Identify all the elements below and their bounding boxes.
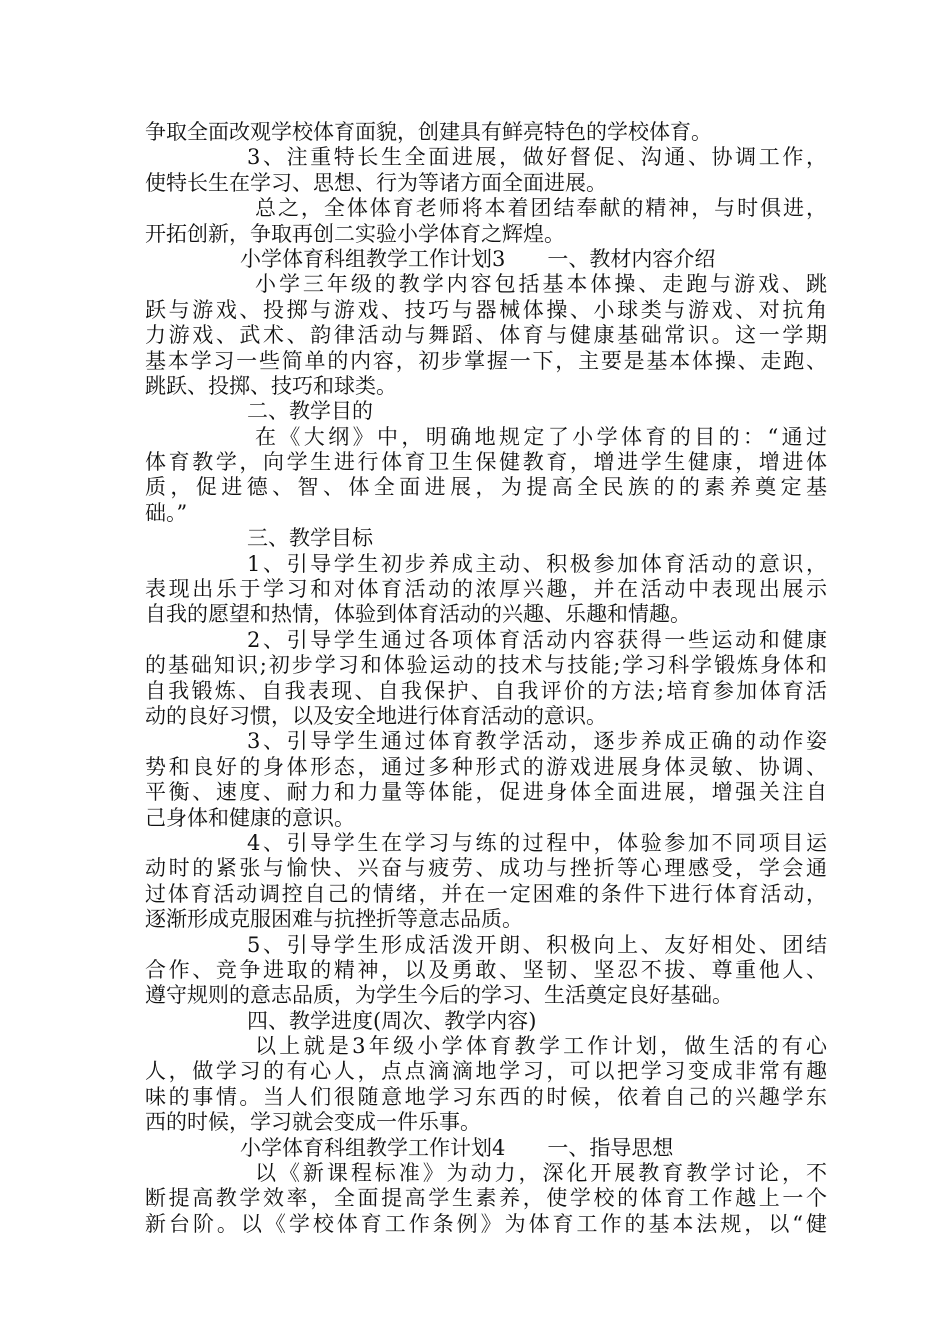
text-line: 平衡、速度、耐力和力量等体能，促进身体全面进展，增强关注自 <box>145 780 827 805</box>
text-line: 势和良好的身体形态，通过多种形式的游戏进展身体灵敏、协调、 <box>145 754 827 779</box>
text-line: 体育教学，向学生进行体育卫生保健教育，增进学生健康，增进体 <box>145 450 827 475</box>
text-line: 跳跃、投掷、技巧和球类。 <box>145 373 397 398</box>
text-line: 人，做学习的有心人，点点滴滴地学习，可以把学习变成非常有趣 <box>145 1059 827 1084</box>
text-line: 味的事情。当人们很随意地学习东西的时候，依着自己的兴趣学东 <box>145 1084 827 1109</box>
text-line: 己身体和健康的意识。 <box>145 805 355 830</box>
text-line: 1、引导学生初步养成主动、积极参加体育活动的意识， <box>247 551 827 576</box>
text-line: 开拓创新，争取再创二实验小学体育之辉煌。 <box>145 221 565 246</box>
text-line: 小学体育科组教学工作计划3 一、教材内容介绍 <box>240 246 716 271</box>
text-line: 合作、竞争进取的精神，以及勇敢、坚韧、坚忍不拔、尊重他人、 <box>145 957 827 982</box>
text-line: 3、注重特长生全面进展，做好督促、沟通、协调工作， <box>247 145 827 170</box>
text-line: 四、教学进度(周次、教学内容) <box>247 1008 537 1033</box>
text-line: 4、引导学生在学习与练的过程中，体验参加不同项目运 <box>247 830 827 855</box>
text-line: 西的时候，学习就会变成一件乐事。 <box>145 1110 481 1135</box>
text-line: 础。” <box>145 500 188 525</box>
text-line: 质，促进德、智、体全面进展，为提高全民族的的素养奠定基 <box>145 475 827 500</box>
text-line: 断提高教学效率，全面提高学生素养，使学校的体育工作越上一个 <box>145 1186 827 1211</box>
document-body <box>145 120 827 1237</box>
text-line: 小学体育科组教学工作计划4 一、指导思想 <box>240 1135 674 1160</box>
text-line: 总之，全体体育老师将本着团结奉献的精神，与时俱进， <box>255 196 827 221</box>
text-line: 以《新课程标准》为动力，深化开展教育教学讨论，不 <box>255 1161 827 1186</box>
text-line: 遵守规则的意志品质，为学生今后的学习、生活奠定良好基础。 <box>145 983 733 1008</box>
text-line: 在《大纲》中，明确地规定了小学体育的目的：“通过 <box>255 424 827 449</box>
text-line: 逐渐形成克服困难与抗挫折等意志品质。 <box>145 907 523 932</box>
text-line: 3、引导学生通过体育教学活动，逐步养成正确的动作姿 <box>247 729 827 754</box>
text-line: 争取全面改观学校体育面貌，创建具有鲜亮特色的学校体育。 <box>145 120 712 144</box>
text-line: 小学三年级的教学内容包括基本体操、走跑与游戏、跳 <box>255 272 827 297</box>
text-line: 5、引导学生形成活泼开朗、积极向上、友好相处、团结 <box>247 932 827 957</box>
text-line: 基本学习一些简单的内容，初步掌握一下，主要是基本体操、走跑、 <box>145 348 827 373</box>
text-line: 动的良好习惯，以及安全地进行体育活动的意识。 <box>145 703 607 728</box>
text-line: 2、引导学生通过各项体育活动内容获得一些运动和健康 <box>247 627 827 652</box>
text-line: 三、教学目标 <box>247 526 373 551</box>
text-line: 的基础知识;初步学习和体验运动的技术与技能;学习科学锻炼身体和 <box>145 653 827 678</box>
text-line: 力游戏、武术、韵律活动与舞蹈、体育与健康基础常识。这一学期 <box>145 323 827 348</box>
text-line: 跃与游戏、投掷与游戏、技巧与器械体操、小球类与游戏、对抗角 <box>145 297 827 322</box>
text-line: 自我的愿望和热情，体验到体育活动的兴趣、乐趣和情趣。 <box>145 602 691 627</box>
text-line: 使特长生在学习、思想、行为等诸方面全面进展。 <box>145 170 607 195</box>
text-line: 以上就是3年级小学体育教学工作计划，做生活的有心 <box>255 1034 827 1059</box>
text-line: 过体育活动调控自己的情绪，并在一定困难的条件下进行体育活动， <box>145 881 827 906</box>
text-line: 表现出乐于学习和对体育活动的浓厚兴趣，并在活动中表现出展示 <box>145 577 827 602</box>
text-line: 自我锻炼、自我表现、自我保护、自我评价的方法;培育参加体育活 <box>145 678 827 703</box>
text-line: 动时的紧张与愉快、兴奋与疲劳、成功与挫折等心理感受，学会通 <box>145 856 827 881</box>
text-line: 二、教学目的 <box>247 399 373 424</box>
text-line: 新台阶。以《学校体育工作条例》为体育工作的基本法规，以“健 <box>145 1211 827 1236</box>
